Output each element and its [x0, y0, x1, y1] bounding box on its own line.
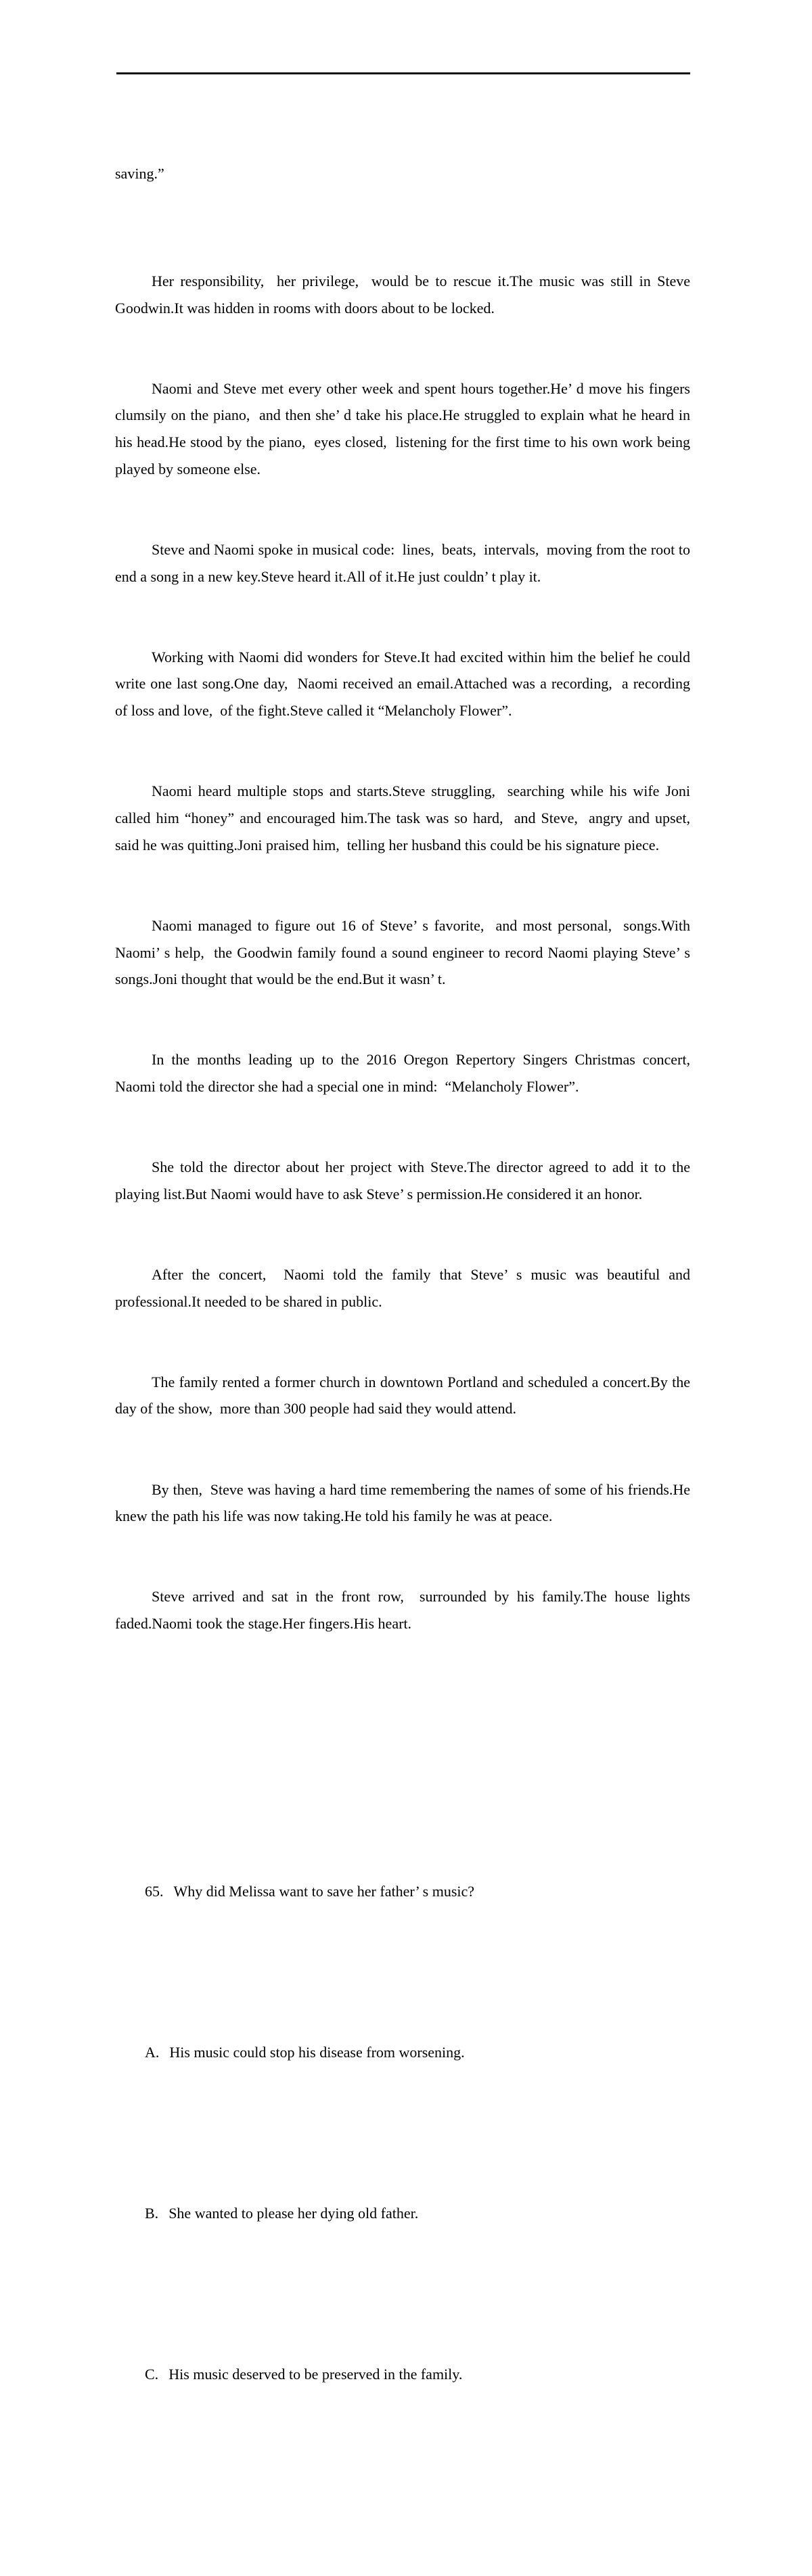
question-number: 65. [145, 1882, 164, 1900]
option-label: B. [145, 2205, 159, 2222]
passage-paragraph: By then, Steve was having a hard time remembering the names of some of his friends.He knew the path his life was now taking.He told his family he was at peace. [115, 1480, 694, 1525]
question-option-c [115, 2335, 690, 2415]
question-option-a [115, 2012, 690, 2092]
passage-continuation-line: saving.” [115, 165, 164, 183]
question-block [115, 1771, 690, 2496]
passage-paragraph: Naomi managed to figure out 16 of Steve’ s favorite, and most personal, songs.With Naomi’ s help, the Goodwin family found a sound engineer to record Naomi playing Steve’ s songs.Joni thought that would be the end.But it wasn’ t. [115, 916, 694, 988]
option-text: She wanted to please her dying old father. [168, 2205, 419, 2222]
option-label: A. [145, 2043, 160, 2061]
passage-paragraph: Naomi heard multiple stops and starts.Steve struggling, searching while his wife Joni called him “honey” and encouraged him.The task was so hard, and Steve, angry and upset, said he was quitting.Joni praised him, telling her husband this could be his signature piece. [115, 782, 698, 853]
passage-paragraph: Steve and Naomi spoke in musical code: lines, beats, intervals, moving from the root to end a song in a new key.Steve heard it.All of it.He just couldn’ t play it. [115, 540, 694, 585]
passage-paragraph: In the months leading up to the 2016 Oregon Repertory Singers Christmas concert, Naomi told the director she had a special one in mind: “Melancholy Flower”. [115, 1051, 698, 1096]
header-rule [116, 72, 690, 74]
question-65 [115, 1851, 690, 1931]
question-option-b [115, 2173, 690, 2253]
passage-paragraph: After the concert, Naomi told the family that Steve’ s music was beautiful and professional.It needed to be shared in public. [115, 1265, 694, 1310]
passage-paragraph: Working with Naomi did wonders for Steve.It had excited within him the belief he could write one last song.One day, Naomi received an email.Attached was a recording, a recording of loss and love, of the fight.Steve called it “Melancholy Flower”. [115, 648, 694, 720]
option-text: His music deserved to be preserved in the family. [168, 2366, 463, 2383]
passage-paragraph: The family rented a former church in downtown Portland and scheduled a concert.By the day of the show, more than 300 people had said they would attend. [115, 1373, 694, 1418]
passage-paragraph: Steve arrived and sat in the front row, surrounded by his family.The house lights faded.Naomi took the stage.Her fingers.His heart. [115, 1588, 694, 1633]
passage-paragraph: She told the director about her project with Steve.The director agreed to add it to the playing list.But Naomi would have to ask Steve’ s permission.He considered it an honor. [115, 1158, 694, 1202]
option-label: C. [145, 2366, 159, 2383]
passage-paragraph: Naomi and Steve met every other week and spent hours together.He’ d move his fingers clumsily on the piano, and then she’ d take his place.He struggled to explain what he heard in his head.He stood by the piano, eyes closed, listening for the first time to his own work being played by someone else. [115, 379, 694, 477]
option-text: His music could stop his disease from worsening. [169, 2043, 465, 2061]
passage-paragraph: Her responsibility, her privilege, would be to rescue it.The music was still in Steve Goodwin.It was hidden in rooms with doors about to be locked. [115, 272, 694, 317]
passage-content [115, 80, 698, 2576]
question-text: Why did Melissa want to save her father’ s music? [173, 1882, 475, 1900]
